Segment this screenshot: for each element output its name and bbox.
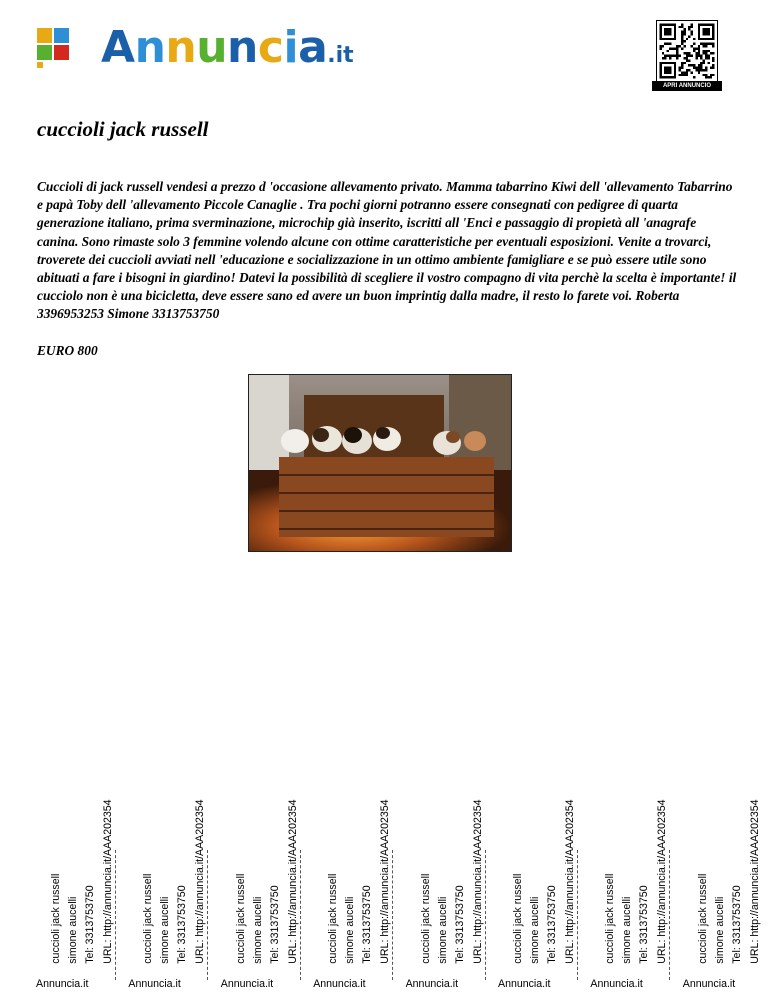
ad-photo: [248, 374, 512, 552]
strip-site: Annuncia.it: [128, 978, 181, 990]
logo-letter: c: [257, 22, 284, 73]
strip-phone: Tel: 3313753750: [731, 885, 744, 964]
tear-strip[interactable]: [313, 640, 399, 994]
tear-strip[interactable]: [682, 640, 768, 994]
logo-square-red: [54, 45, 69, 60]
strip-cut-line: [300, 850, 301, 980]
strip-contact-name: simone aucelli: [621, 896, 634, 964]
logo-square-orange: [37, 28, 52, 43]
strip-title: cuccioli jack russell: [142, 873, 155, 964]
strip-url: URL: http://annuncia.it/AAA202354: [655, 799, 668, 964]
strip-url: URL: http://annuncia.it/AAA202354: [193, 799, 206, 964]
qr-label: APRI ANNUNCIO: [652, 81, 722, 91]
strip-phone: Tel: 3313753750: [269, 885, 282, 964]
ad-title: cuccioli jack russell: [37, 117, 209, 141]
strip-site: Annuncia.it: [498, 978, 551, 990]
strip-phone: Tel: 3313753750: [84, 885, 97, 964]
tear-strip[interactable]: [498, 640, 584, 994]
logo-letters: [101, 22, 327, 73]
tear-strip[interactable]: [36, 640, 122, 994]
logo-square-small: [37, 62, 43, 68]
tear-strip[interactable]: [128, 640, 214, 994]
strip-title: cuccioli jack russell: [696, 873, 709, 964]
tear-strip-text: [510, 664, 579, 964]
strip-contact-name: simone aucelli: [67, 896, 80, 964]
ad-description: Cuccioli di jack russell vendesi a prezzo d 'occasione allevamento privato. Mamma tabarrino Kiwi dell 'allevamento Tabarrino e papà Toby dell 'allevamento Piccole Canaglie . Tra pochi giorni potranno essere consegnati con pedigree di quarta generazione italiano, prima sverminazione, microchip già inserito, iscritti all 'Enci e passaggio di propietà all 'anagrafe canina. Sono rimaste solo 3 femmine volendo alcune con ottime caratteristiche per eventuali esposizioni. Venite a trovarci, troverete dei cuccioli avviati nell 'educazione e socializzazione in un ottimo ambiente famigliare e se può essere utile sono abituati a fare i bisogni in giardino! Datevi la possibilità di scegliere il vostro compagno di vita perchè la scelta è importante! il cucciolo non è una bicicletta, deve essere sano ed avere un buon imprintig dalla madre, il resto lo farete voi. Roberta 3396953253 Simone 3313753750: [37, 179, 737, 322]
logo-letter: i: [283, 22, 299, 73]
ad-price: EURO 800: [37, 343, 98, 358]
tear-strip[interactable]: [590, 640, 676, 994]
tear-strip-text: [233, 664, 302, 964]
strip-cut-line: [115, 850, 116, 980]
strip-url: URL: http://annuncia.it/AAA202354: [286, 799, 299, 964]
strip-url: URL: http://annuncia.it/AAA202354: [563, 799, 576, 964]
strip-title: cuccioli jack russell: [234, 873, 247, 964]
logo-wordmark: [101, 18, 354, 86]
strip-site: Annuncia.it: [36, 978, 89, 990]
strip-site: Annuncia.it: [590, 978, 643, 990]
strip-phone: Tel: 3313753750: [638, 885, 651, 964]
logo-square-green: [37, 45, 52, 60]
logo-tld: .it: [327, 43, 354, 68]
strip-contact-name: simone aucelli: [713, 896, 726, 964]
strip-phone: Tel: 3313753750: [546, 885, 559, 964]
tear-strip-text: [48, 664, 117, 964]
logo-letter: n: [165, 22, 197, 73]
strip-contact-name: simone aucelli: [529, 896, 542, 964]
strip-title: cuccioli jack russell: [50, 873, 62, 964]
logo-letter: A: [101, 22, 135, 73]
tear-strip[interactable]: [405, 640, 492, 994]
strip-site: Annuncia.it: [682, 978, 736, 990]
strip-contact-name: simone aucelli: [251, 896, 264, 964]
strip-cut-line: [392, 850, 393, 980]
strip-cut-line: [669, 850, 670, 980]
strip-cut-line: [577, 850, 578, 980]
strip-url: URL: http://annuncia.it/AAA202354: [471, 799, 484, 964]
tear-strip-text: [602, 664, 671, 964]
strip-site: Annuncia.it: [313, 978, 366, 990]
annuncia-logo: [37, 22, 397, 82]
strip-title: cuccioli jack russell: [419, 873, 432, 964]
strip-title: cuccioli jack russell: [512, 873, 524, 964]
logo-square-blue: [54, 28, 69, 43]
strip-title: cuccioli jack russell: [604, 873, 617, 964]
tear-strip-text: [325, 664, 394, 964]
strip-phone: Tel: 3313753750: [176, 885, 189, 964]
tear-strip-text: [418, 664, 487, 964]
strip-cut-line: [207, 850, 208, 980]
tear-strip-text: [140, 664, 209, 964]
strip-url: URL: http://annuncia.it/AAA202354: [748, 799, 761, 964]
strip-url: URL: http://annuncia.it/AAA202354: [101, 799, 114, 964]
qr-code[interactable]: [656, 20, 718, 82]
logo-letter: u: [196, 22, 228, 73]
strip-contact-name: simone aucelli: [344, 896, 357, 964]
strip-title: cuccioli jack russell: [327, 873, 340, 964]
strip-contact-name: simone aucelli: [436, 896, 449, 964]
strip-url: URL: http://annuncia.it/AAA202354: [378, 799, 391, 964]
strip-contact-name: simone aucelli: [159, 896, 172, 964]
strip-phone: Tel: 3313753750: [361, 885, 374, 964]
strip-phone: Tel: 3313753750: [453, 885, 466, 964]
logo-letter: n: [134, 22, 166, 73]
tear-strip[interactable]: [220, 640, 307, 994]
strip-site: Annuncia.it: [220, 978, 274, 990]
tear-strip-text: [695, 664, 764, 964]
logo-letter: n: [227, 22, 258, 73]
strip-cut-line: [485, 850, 486, 980]
strip-site: Annuncia.it: [405, 978, 459, 990]
logo-letter: a: [298, 22, 328, 73]
